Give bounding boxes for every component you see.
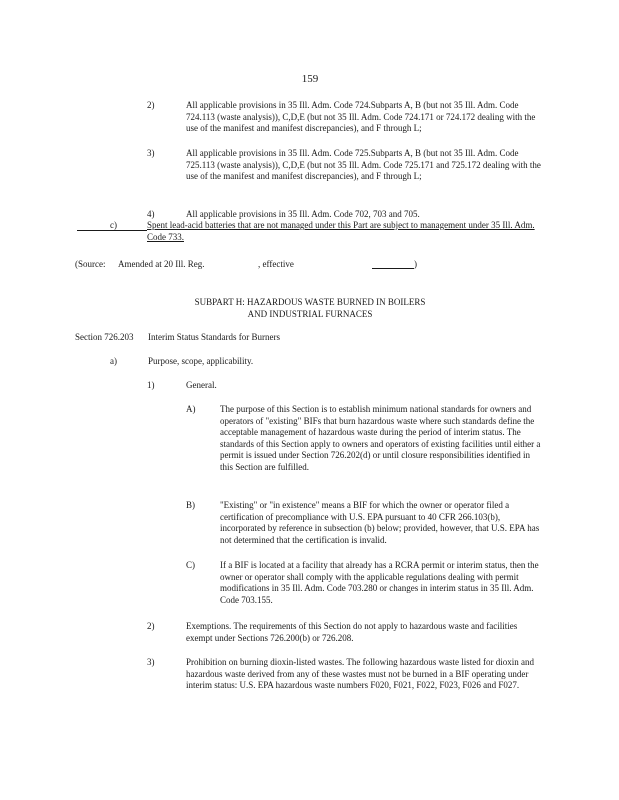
section-title: Interim Status Standards for Burners [148,332,280,342]
item-text: All applicable provisions in 35 Ill. Adm. Code 702, 703 and 705. [186,209,420,219]
date-blank-line [372,268,414,269]
source-amended: Amended at 20 Ill. Reg. [118,259,205,269]
subpart-heading-line2: AND INDUSTRIAL FURNACES [247,309,373,319]
source-effective: , effective [258,259,294,269]
clause-number: A) [186,404,196,414]
source-close: ) [414,259,417,269]
item-number: 2) [147,621,155,631]
clause-text: The purpose of this Section is to establish minimum national standards for owners and operators of "existing" BIFs that burn hazardous waste where such standards define the acceptable management of hazardous waste during the period of interim status. The standards of this Section apply to owners and operators of existing facilities until either a permit is issued under Section 726.202(d) or until closure responsibilities identified in this Section are fulfilled. [220,404,541,472]
blank-space [237,269,257,270]
subsection-text: Purpose, scope, applicability. [148,356,254,366]
subpart-heading-line1: SUBPART H: HAZARDOUS WASTE BURNED IN BOILERS [194,297,426,307]
item-text: All applicable provisions in 35 Ill. Adm. Code 724.Subparts A, B (but not 35 Ill. Adm. Code 724.113 (waste analysis)), C,D,E (but not 35 Ill. Adm. Code 724.171 or 724.172 dealing with the use of the manifest and manifest discrepancies), and F through L; [186,100,536,133]
item-number: 2) [147,100,155,110]
subsection-number: a) [110,356,117,366]
clause-text: "Existing" or "in existence" means a BIF for which the owner or operator filed a certification of precompliance with U.S. EPA pursuant to 40 CFR 266.103(b), incorporated by reference in subsection (b) below; provided, however, that U.S. EPA has not determined that the certification is invalid. [220,500,540,545]
item-number: c) [110,220,117,230]
inserted-item-text: Spent lead-acid batteries that are not managed under this Part are subject to management under 35 Ill. Adm. Code 733. [147,220,535,242]
item-number: 3) [147,148,155,158]
clause-number: B) [186,500,195,510]
item-number: 3) [147,657,155,667]
section-number: Section 726.203 [75,332,134,342]
item-text: Prohibition on burning dioxin-listed wastes. The following hazardous waste listed for dioxin and hazardous waste derived from any of these wastes must not be burned in a BIF operating under interim status: U.S. EPA hazardous waste numbers F020, F021, F022, F023, F026 and F027. [186,657,535,690]
page-number: 159 [301,73,319,85]
clause-number: C) [186,560,195,570]
source-label: (Source: [75,259,106,269]
item-text: Exemptions. The requirements of this Section do not apply to hazardous waste and facilities exempt under Sections 726.200(b) or 726.208. [186,621,518,643]
clause-text: If a BIF is located at a facility that already has a RCRA permit or interim status, then the owner or operator shall comply with the applicable regulations dealing with permit modifications in 35 Ill. Adm. Code 703.280 or changes in interim status in 35 Ill. Adm. Code 703.155. [220,560,539,605]
item-number: 4) [147,209,155,219]
item-text: All applicable provisions in 35 Ill. Adm. Code 725.Subparts A, B (but not 35 Ill. Adm. Code 725.113 (waste analysis)), C,D,E (but not 35 Ill. Adm. Code 725.171 and 725.172 dealing with the use of the manifest and manifest discrepancies), and F through L; [186,148,541,181]
item-number: 1) [147,380,155,390]
item-text: General. [186,380,217,390]
